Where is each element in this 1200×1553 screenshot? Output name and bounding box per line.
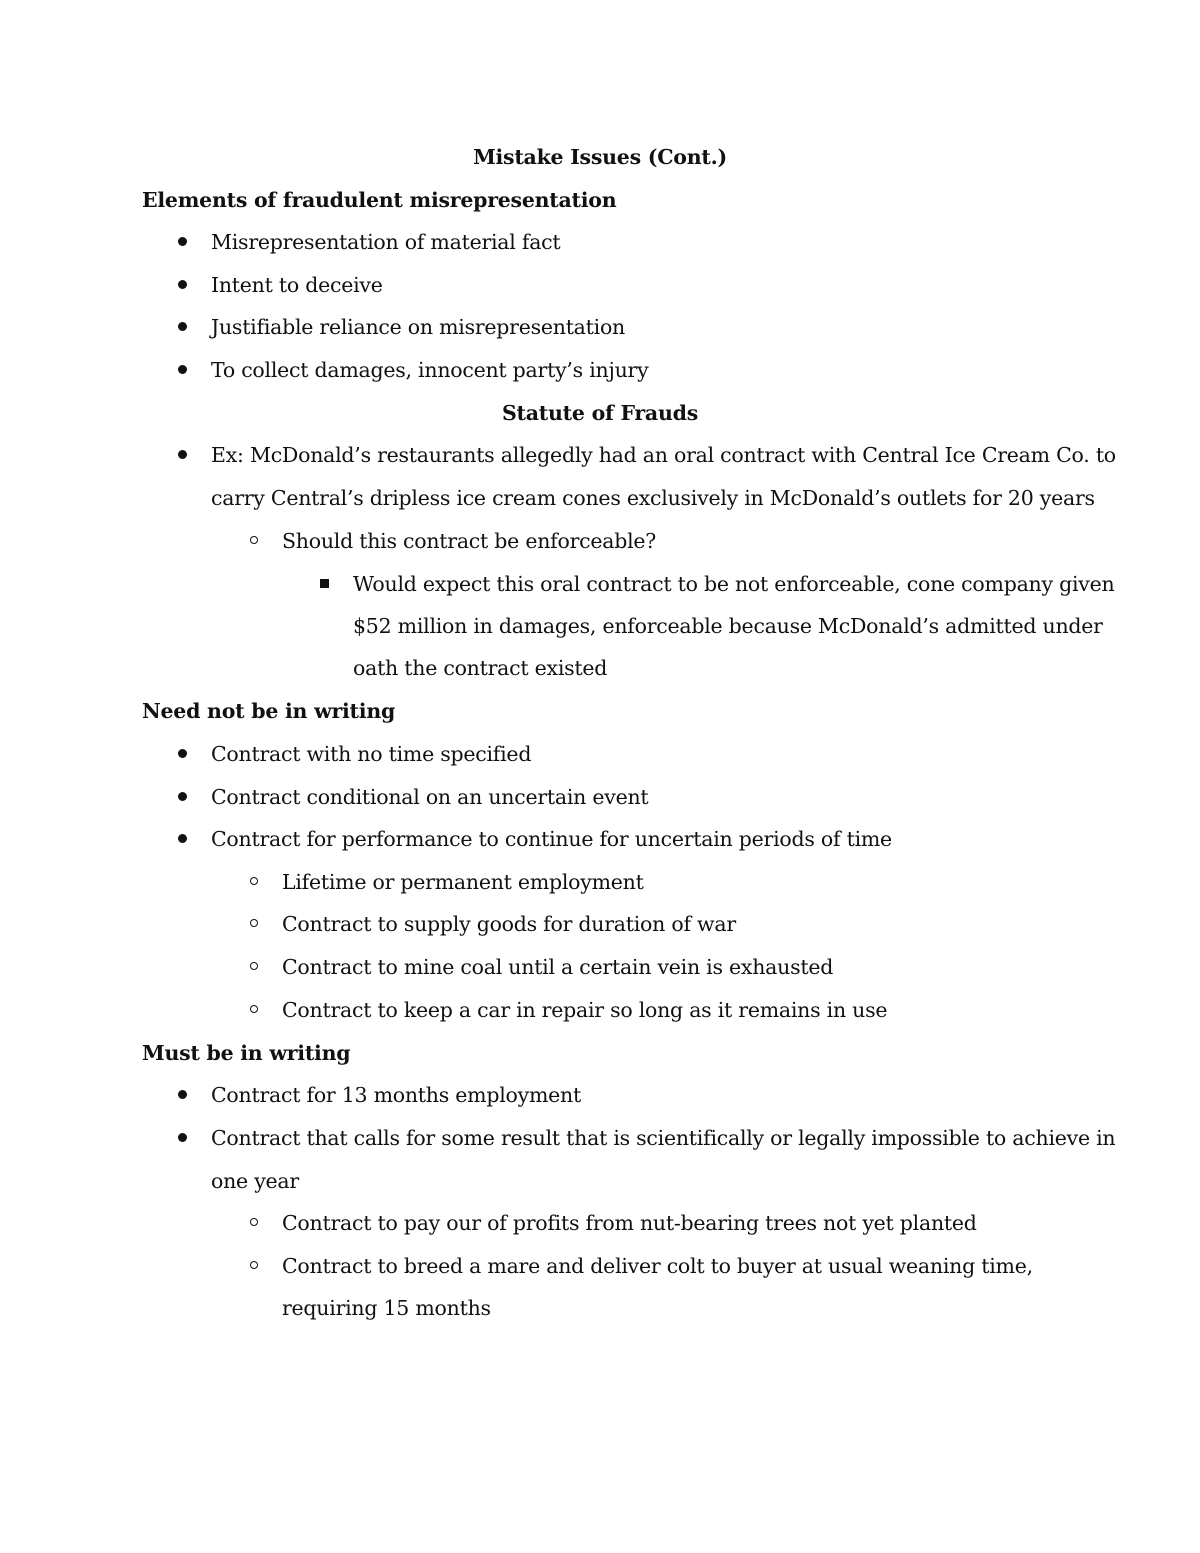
sub-list-item: Contract to mine coal until a certain vein is exhausted xyxy=(282,955,834,979)
bullet-disc-icon xyxy=(178,834,187,843)
bullet-circle-icon xyxy=(250,877,258,885)
sub-sub-list-item: Would expect this oral contract to be not enforceable, cone company given xyxy=(353,572,1115,596)
sub-list-item: Contract to breed a mare and deliver colt to buyer at usual weaning time, xyxy=(282,1254,1033,1278)
sub-list-item: Should this contract be enforceable? xyxy=(282,529,657,553)
sub-list-item: Contract to pay our of profits from nut-bearing trees not yet planted xyxy=(282,1211,977,1235)
bullet-disc-icon xyxy=(178,450,187,459)
bullet-disc-icon xyxy=(178,237,187,246)
bullet-disc-icon xyxy=(178,280,187,289)
list-item: Ex: McDonald’s restaurants allegedly had an oral contract with Central Ice Cream Co. to xyxy=(211,443,1116,467)
sub-list-item: Lifetime or permanent employment xyxy=(282,870,644,894)
bullet-circle-icon xyxy=(250,1005,258,1013)
bullet-disc-icon xyxy=(178,1133,187,1142)
bullet-disc-icon xyxy=(178,792,187,801)
bullet-circle-icon xyxy=(250,1218,258,1226)
section-heading-must-be: Must be in writing xyxy=(142,1041,351,1065)
list-item: Contract conditional on an uncertain event xyxy=(211,785,649,809)
bullet-circle-icon xyxy=(250,1261,258,1269)
list-item: Contract for performance to continue for uncertain periods of time xyxy=(211,827,892,851)
bullet-square-icon xyxy=(320,579,329,588)
list-item: To collect damages, innocent party’s injury xyxy=(211,358,649,382)
sub-sub-list-item-continuation: $52 million in damages, enforceable because McDonald’s admitted under xyxy=(353,614,1103,638)
bullet-disc-icon xyxy=(178,365,187,374)
list-item: Justifiable reliance on misrepresentation xyxy=(211,315,625,339)
list-item-continuation: one year xyxy=(211,1169,299,1193)
page-title: Mistake Issues (Cont.) xyxy=(473,145,727,169)
sub-list-item: Contract to supply goods for duration of war xyxy=(282,912,736,936)
list-item: Contract with no time specified xyxy=(211,742,532,766)
bullet-circle-icon xyxy=(250,962,258,970)
bullet-disc-icon xyxy=(178,322,187,331)
bullet-disc-icon xyxy=(178,1090,187,1099)
sub-list-item-continuation: requiring 15 months xyxy=(282,1296,491,1320)
bullet-circle-icon xyxy=(250,919,258,927)
section-heading-statute: Statute of Frauds xyxy=(501,401,698,425)
list-item: Contract that calls for some result that is scientifically or legally impossible to achieve in xyxy=(211,1126,1116,1150)
sub-list-item: Contract to keep a car in repair so long as it remains in use xyxy=(282,998,888,1022)
sub-sub-list-item-continuation: oath the contract existed xyxy=(353,656,608,680)
bullet-circle-icon xyxy=(250,536,258,544)
list-item: Misrepresentation of material fact xyxy=(211,230,561,254)
section-heading-fraud: Elements of fraudulent misrepresentation xyxy=(142,188,617,212)
list-item: Intent to deceive xyxy=(211,273,383,297)
bullet-disc-icon xyxy=(178,749,187,758)
section-heading-need-not: Need not be in writing xyxy=(142,699,396,723)
list-item-continuation: carry Central’s dripless ice cream cones exclusively in McDonald’s outlets for 20 years xyxy=(211,486,1095,510)
list-item: Contract for 13 months employment xyxy=(211,1083,581,1107)
